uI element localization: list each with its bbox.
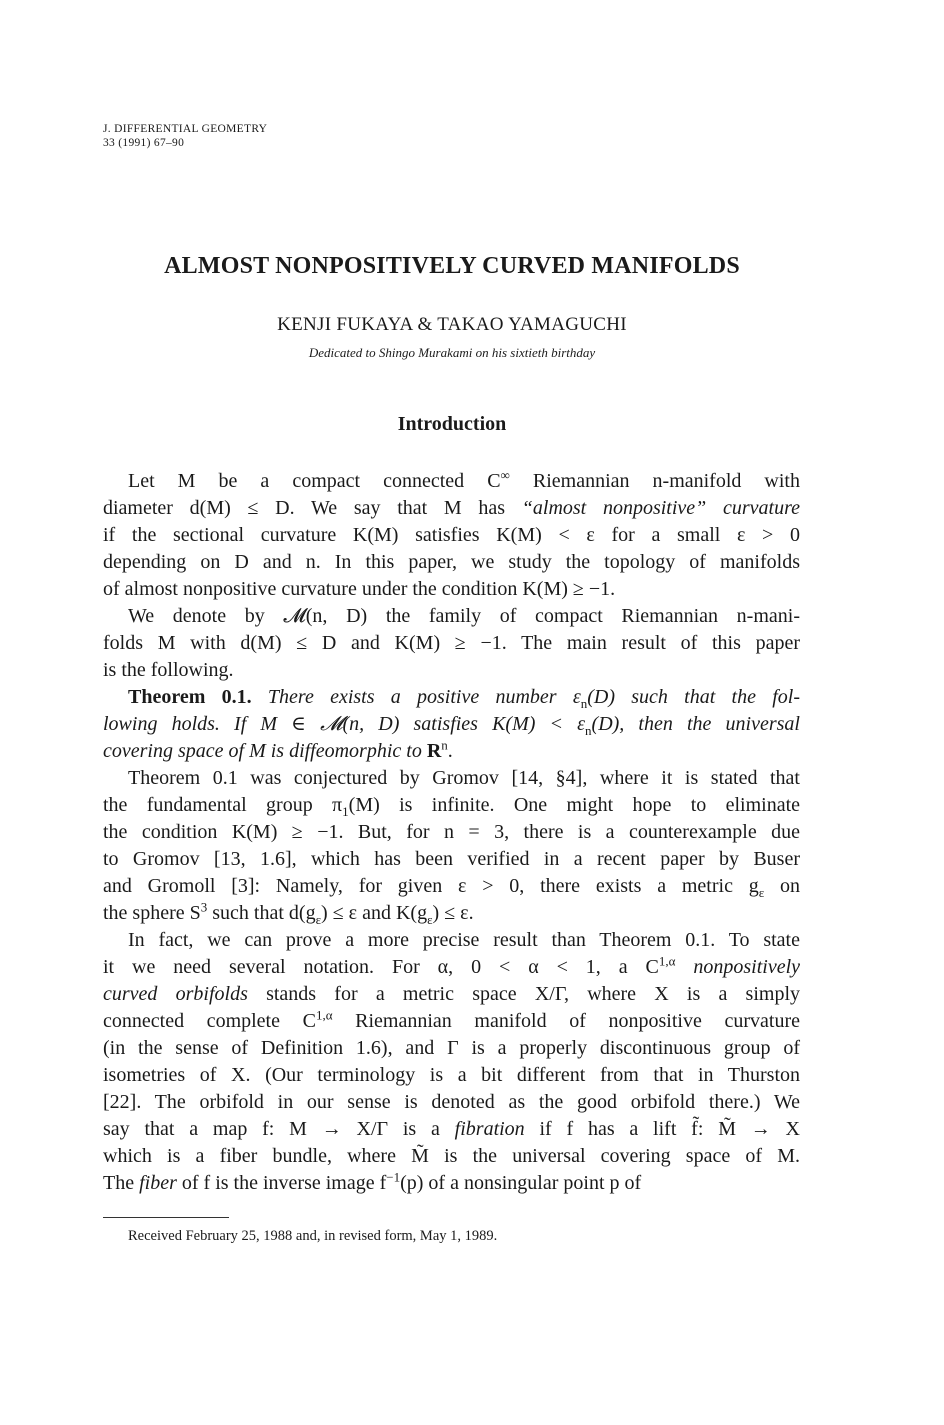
text-line xyxy=(103,684,800,711)
text-segment: (D), then the universal xyxy=(591,713,800,735)
text-line xyxy=(103,603,800,630)
text-segment: ) ≤ ε. xyxy=(432,902,474,924)
text-line xyxy=(103,711,800,738)
text-segment: lowing holds. If M ∈ 𝓜(n, D) satisfies K(M) < ε xyxy=(103,713,586,735)
journal-header xyxy=(103,122,267,150)
text-line xyxy=(103,1062,800,1089)
text-segment: The xyxy=(103,1172,140,1194)
text-line xyxy=(103,900,800,927)
text-segment: There exists a positive number ε xyxy=(251,686,581,708)
text-line xyxy=(103,1116,800,1143)
text-line xyxy=(103,873,800,900)
subscript: ε xyxy=(315,912,322,927)
text-segment: of f is the inverse image f xyxy=(176,1172,387,1194)
superscript: −1 xyxy=(386,1169,401,1185)
paper-title: ALMOST NONPOSITIVELY CURVED MANIFOLDS xyxy=(164,253,740,279)
text-line xyxy=(103,657,800,684)
text-line xyxy=(103,1035,800,1062)
text-segment: the fundamental group π xyxy=(103,794,343,816)
footnote: Received February 25, 1988 and, in revised form, May 1, 1989. xyxy=(128,1228,498,1244)
text-segment: say that a map f: M → X/Γ is a xyxy=(103,1118,455,1140)
text-segment: and Gromoll [3]: Namely, for given ε > 0, there exists a metric g xyxy=(103,875,759,897)
text-segment: covering space of M is diffeomorphic to xyxy=(103,740,427,762)
text-segment: Riemannian n-manifold with xyxy=(509,470,800,492)
text-segment: (p) of a nonsingular point p of xyxy=(400,1172,642,1194)
text-line xyxy=(103,468,800,495)
footnote-rule xyxy=(103,1217,229,1218)
text-segment: fibration xyxy=(454,1118,525,1140)
superscript: 1,α xyxy=(658,953,676,969)
text-line xyxy=(103,522,800,549)
subscript: 1 xyxy=(342,804,349,819)
text-segment: Theorem 0.1. xyxy=(128,686,252,708)
text-segment: Riemannian manifold of nonpositive curvature xyxy=(332,1010,800,1032)
text-line xyxy=(103,954,800,981)
dedication: Dedicated to Shingo Murakami on his sixtieth birthday xyxy=(308,345,596,360)
text-line xyxy=(103,1089,800,1116)
text-segment: to Gromov [13, 1.6], which has been verified in a recent paper by Buser xyxy=(103,848,800,870)
superscript: n xyxy=(441,737,448,753)
text-segment: the sphere S xyxy=(103,902,201,924)
subscript: ε xyxy=(427,912,433,927)
text-segment: on xyxy=(764,875,800,897)
text-segment: isometries of X. (Our terminology is a bit different from that in Thurston xyxy=(103,1064,800,1086)
journal-volume-pages: 33 (1991) 67–90 xyxy=(103,137,185,149)
text-line xyxy=(103,981,800,1008)
journal-name: J. DIFFERENTIAL GEOMETRY xyxy=(103,123,268,135)
text-line xyxy=(103,792,800,819)
text-line xyxy=(103,846,800,873)
text-segment: . xyxy=(447,740,453,762)
text-segment: folds M with d(M) ≤ D and K(M) ≥ −1. The main result of this paper xyxy=(103,632,800,654)
text-segment: In fact, we can prove a more precise result than Theorem 0.1. To state xyxy=(128,929,800,951)
text-segment: is the following. xyxy=(103,659,234,681)
body-text xyxy=(103,468,800,1197)
text-segment: depending on D and n. In this paper, we study the topology of manifolds xyxy=(103,551,800,573)
text-segment: fiber xyxy=(139,1172,177,1194)
subscript: n xyxy=(580,696,588,711)
text-segment: (M) is infinite. One might hope to eliminate xyxy=(348,794,801,816)
text-segment: the condition K(M) ≥ −1. But, for n = 3, there is a counterexample due xyxy=(103,821,800,843)
text-segment: (in the sense of Definition 1.6), and Γ is a properly discontinuous group of xyxy=(103,1037,800,1059)
text-segment: [22]. The orbifold in our sense is denoted as the good orbifold there.) We xyxy=(103,1091,800,1113)
text-segment: such that d(g xyxy=(207,902,316,924)
text-line xyxy=(103,765,800,792)
text-line xyxy=(103,819,800,846)
superscript: 1,α xyxy=(315,1007,333,1023)
text-line xyxy=(103,549,800,576)
text-segment: R xyxy=(426,740,442,762)
text-segment: of almost nonpositive curvature under the condition K(M) ≥ −1. xyxy=(103,578,616,600)
section-heading: Introduction xyxy=(397,413,507,435)
text-segment: Let M be a compact connected C xyxy=(128,470,501,492)
superscript: 3 xyxy=(200,899,208,915)
text-segment: if the sectional curvature K(M) satisfies K(M) < ε for a small ε > 0 xyxy=(103,524,800,546)
text-segment: stands for a metric space X/Γ, where X is a simply xyxy=(247,983,801,1005)
text-segment: curved orbifolds xyxy=(103,983,248,1005)
text-segment: diameter d(M) ≤ D. We say that M has xyxy=(103,497,522,519)
text-segment: ) ≤ ε and K(g xyxy=(321,902,428,924)
text-segment: We denote by 𝓜(n, D) the family of compact Riemannian n-mani- xyxy=(128,605,800,627)
text-segment: (D) such that the fol- xyxy=(587,686,800,708)
text-segment: nonpositively xyxy=(675,956,800,978)
text-line xyxy=(103,495,800,522)
text-segment: if f has a lift f̃: M̃ → X xyxy=(524,1118,801,1140)
text-segment: which is a fiber bundle, where M̃ is the universal covering space of M. xyxy=(103,1145,800,1167)
text-line xyxy=(103,1170,800,1197)
subscript: n xyxy=(585,723,592,738)
text-line xyxy=(103,1008,800,1035)
text-line xyxy=(103,927,800,954)
text-line xyxy=(103,576,800,603)
text-segment: connected complete C xyxy=(103,1010,316,1032)
subscript: ε xyxy=(758,885,765,900)
text-line xyxy=(103,738,800,765)
text-segment: “almost nonpositive” curvature xyxy=(521,497,800,519)
text-segment: Theorem 0.1 was conjectured by Gromov [14, §4], where it is stated that xyxy=(128,767,800,789)
paper-authors: KENJI FUKAYA & TAKAO YAMAGUCHI xyxy=(277,314,627,335)
superscript: ∞ xyxy=(500,467,510,483)
text-line xyxy=(103,630,800,657)
text-line xyxy=(103,1143,800,1170)
text-segment: it we need several notation. For α, 0 < α < 1, a C xyxy=(103,956,659,978)
